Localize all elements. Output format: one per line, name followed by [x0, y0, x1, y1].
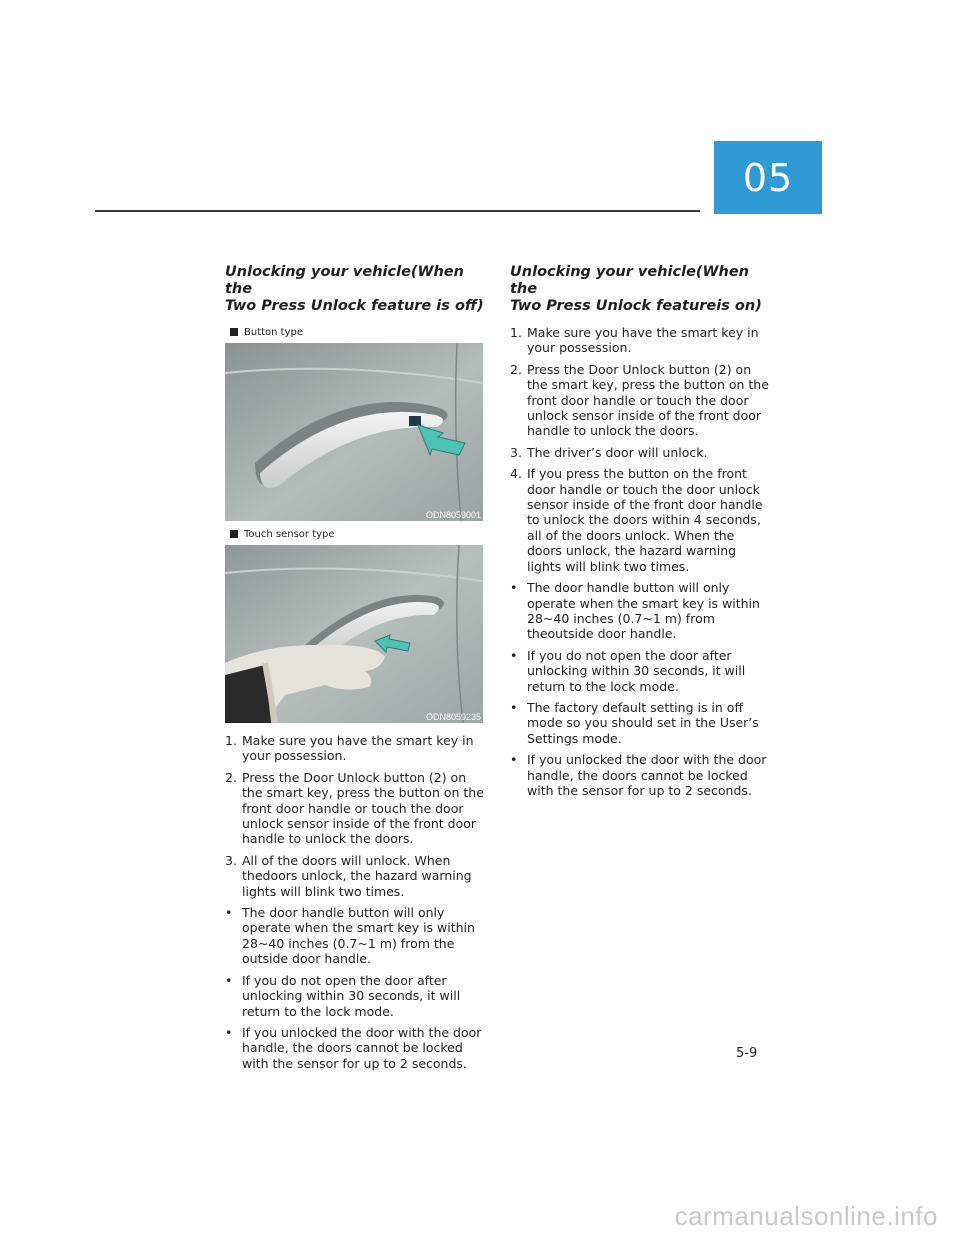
- list-item: 1. Make sure you have the smart key in your possession.: [510, 325, 759, 356]
- list-item: • The factory default setting is in off mode so you should set in the User’s Settings mode.: [510, 699, 759, 746]
- steps-list-right: [510, 325, 772, 798]
- list-item: 3. The driver’s door will unlock.: [510, 444, 708, 460]
- title-line-1: Unlocking your vehicle(When the: [510, 264, 750, 297]
- list-item: • If you unlocked the door with the door handle, the doors cannot be locked with the sensor for up to 2 seconds.: [225, 1024, 482, 1071]
- list-item: 2. Press the Door Unlock button (2) on the smart key, press the button on the front door handle or touch the door unlock sensor inside of the front door handle to unlock the doors.: [510, 361, 769, 439]
- title-line-1: Unlocking your vehicle(When the: [225, 264, 465, 297]
- list-item: • If you do not open the door after unlocking within 30 seconds, it will return to the lock mode.: [510, 647, 746, 694]
- figure-caption-touch-sensor: [230, 527, 487, 541]
- figure-touch-sensor: [225, 545, 483, 723]
- header-rule: [95, 210, 700, 212]
- list-item: 1. Make sure you have the smart key in your possession.: [225, 733, 474, 764]
- list-item: • The door handle button will only operate when the smart key is within 28~40 inches (0.7~1 m) from the outside door handle.: [225, 905, 475, 967]
- chapter-tab: 05: [714, 141, 822, 214]
- list-item: • If you unlocked the door with the door handle, the doors cannot be locked with the sensor for up to 2 seconds.: [510, 752, 767, 798]
- list-item: 3. All of the doors will unlock. When thedoors unlock, the hazard warning lights will blink two times.: [225, 852, 472, 899]
- square-bullet-icon: [230, 328, 238, 336]
- figure-button-type: [225, 343, 483, 521]
- list-item: 4. If you press the button on the front door handle or touch the door unlock sensor inside of the front door handle to unlock the doors within 4 seconds, all of the doors unlock. When the doors unlock, the hazard warning lights will blink two times.: [510, 466, 763, 574]
- steps-list-left: [225, 733, 487, 1071]
- title-line-2: Two Press Unlock feature is off): [225, 298, 484, 314]
- figure-caption-button-type: [230, 325, 487, 339]
- figure-code: ODN8059235: [425, 712, 481, 722]
- section-title-left: [225, 264, 487, 315]
- left-column: [225, 264, 487, 1077]
- title-line-2: Two Press Unlock featureis on): [510, 298, 762, 314]
- page-number: 5-9: [736, 1046, 758, 1061]
- list-item: • If you do not open the door after unlocking within 30 seconds, it will return to the lock mode.: [225, 972, 461, 1019]
- list-item: 2. Press the Door Unlock button (2) on the smart key, press the button on the front door handle or touch the door unlock sensor inside of the front door handle to unlock the doors.: [225, 769, 484, 847]
- door-handle-touch-image: [225, 545, 483, 723]
- figure-caption-text: Touch sensor type: [244, 528, 335, 540]
- door-handle-button-image: [225, 343, 483, 521]
- figure-caption-text: Button type: [244, 326, 304, 338]
- right-column: [510, 264, 772, 804]
- section-title-right: [510, 264, 772, 315]
- list-item: • The door handle button will only operate when the smart key is within 28~40 inches (0.7~1 m) from theoutside door handle.: [510, 580, 760, 642]
- square-bullet-icon: [230, 530, 238, 538]
- watermark-text: carmanualsonline.info: [674, 1200, 938, 1231]
- figure-code: ODN8059001: [425, 510, 481, 520]
- footer-watermark: [0, 1190, 960, 1242]
